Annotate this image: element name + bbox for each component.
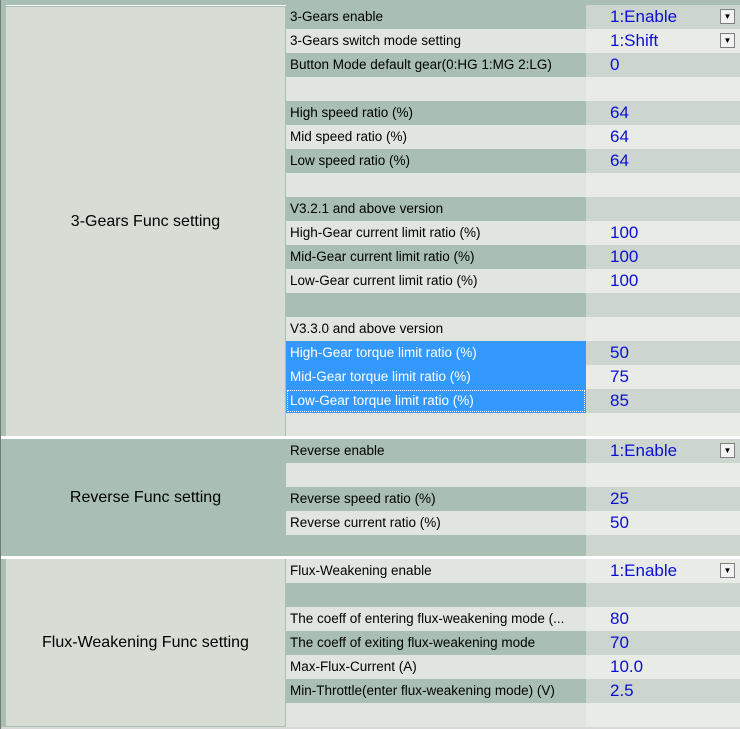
row-low-gear-current-limit[interactable]: [286, 269, 740, 293]
row-high-speed-ratio[interactable]: [286, 101, 740, 125]
row-value[interactable]: 100: [586, 245, 740, 269]
row-label: The coeff of entering flux-weakening mode (...: [286, 607, 586, 631]
row-value[interactable]: 0: [586, 53, 740, 77]
row-label: Mid-Gear current limit ratio (%): [286, 245, 586, 269]
row-label: 3-Gears enable: [286, 5, 586, 29]
row-empty: [286, 77, 740, 101]
row-empty: [286, 703, 740, 727]
row-label: Min-Throttle(enter flux-weakening mode) (V): [286, 679, 586, 703]
section-3-gears-label: 3-Gears Func setting: [70, 212, 221, 230]
row-value[interactable]: 100: [586, 269, 740, 293]
section-flux-weakening-label: Flux-Weakening Func setting: [42, 633, 249, 651]
top-strip: [6, 0, 286, 6]
row-label: V3.3.0 and above version: [286, 317, 586, 341]
row-value[interactable]: 1:Enable ▼: [586, 439, 740, 463]
row-empty: [286, 583, 740, 607]
row-high-gear-torque-limit[interactable]: [286, 341, 740, 365]
section-flux-weakening: [6, 559, 285, 726]
row-value[interactable]: 64: [586, 149, 740, 173]
row-reverse-current-ratio[interactable]: [286, 511, 740, 535]
row-value[interactable]: 50: [586, 511, 740, 535]
row-version-note-v321: [286, 197, 740, 221]
chevron-down-icon[interactable]: ▼: [720, 563, 735, 578]
chevron-down-icon[interactable]: ▼: [720, 443, 735, 458]
row-value[interactable]: 10.0: [586, 655, 740, 679]
row-min-throttle[interactable]: [286, 679, 740, 703]
row-label: V3.2.1 and above version: [286, 197, 586, 221]
row-empty: [286, 173, 740, 197]
chevron-down-icon[interactable]: ▼: [720, 9, 735, 24]
row-label: Mid speed ratio (%): [286, 125, 586, 149]
row-value[interactable]: 25: [586, 487, 740, 511]
row-label: Low speed ratio (%): [286, 149, 586, 173]
row-value[interactable]: 2.5: [586, 679, 740, 703]
row-low-speed-ratio[interactable]: [286, 149, 740, 173]
row-empty: [286, 463, 740, 487]
row-empty: [286, 413, 740, 437]
row-high-gear-current-limit[interactable]: [286, 221, 740, 245]
row-flux-enter-coeff[interactable]: [286, 607, 740, 631]
row-label: Reverse current ratio (%): [286, 511, 586, 535]
row-label: 3-Gears switch mode setting: [286, 29, 586, 53]
row-version-note-v330: [286, 317, 740, 341]
row-empty: [286, 535, 740, 556]
section-reverse: [6, 439, 285, 556]
row-value[interactable]: 85: [586, 389, 740, 413]
row-label: Reverse speed ratio (%): [286, 487, 586, 511]
row-label: High-Gear current limit ratio (%): [286, 221, 586, 245]
row-value[interactable]: 80: [586, 607, 740, 631]
row-value[interactable]: 64: [586, 125, 740, 149]
row-label: Low-Gear current limit ratio (%): [286, 269, 586, 293]
section-3-gears: [6, 7, 285, 436]
row-max-flux-current[interactable]: [286, 655, 740, 679]
row-flux-exit-coeff[interactable]: [286, 631, 740, 655]
row-label: Low-Gear torque limit ratio (%): [286, 389, 586, 413]
row-label: High speed ratio (%): [286, 101, 586, 125]
row-label: High-Gear torque limit ratio (%): [286, 341, 586, 365]
row-value[interactable]: 75: [586, 365, 740, 389]
row-button-default-gear[interactable]: [286, 53, 740, 77]
row-label: Button Mode default gear(0:HG 1:MG 2:LG): [286, 53, 586, 77]
row-reverse-enable[interactable]: [286, 439, 740, 463]
row-reverse-speed-ratio[interactable]: [286, 487, 740, 511]
row-mid-gear-current-limit[interactable]: [286, 245, 740, 269]
section-reverse-label: Reverse Func setting: [69, 488, 222, 506]
row-label: The coeff of exiting flux-weakening mode: [286, 631, 586, 655]
row-value[interactable]: 64: [586, 101, 740, 125]
row-value[interactable]: 50: [586, 341, 740, 365]
row-3gears-switch-mode[interactable]: [286, 29, 740, 53]
row-value[interactable]: 1:Shift ▼: [586, 29, 740, 53]
row-value[interactable]: 1:Enable ▼: [586, 559, 740, 583]
row-label: Flux-Weakening enable: [286, 559, 586, 583]
row-mid-speed-ratio[interactable]: [286, 125, 740, 149]
row-value[interactable]: 100: [586, 221, 740, 245]
row-label: Reverse enable: [286, 439, 586, 463]
row-low-gear-torque-limit[interactable]: [286, 389, 740, 413]
row-value[interactable]: 1:Enable ▼: [586, 5, 740, 29]
row-label: Mid-Gear torque limit ratio (%): [286, 365, 586, 389]
row-mid-gear-torque-limit[interactable]: [286, 365, 740, 389]
row-3gears-enable[interactable]: [286, 5, 740, 29]
row-flux-weakening-enable[interactable]: [286, 559, 740, 583]
chevron-down-icon[interactable]: ▼: [720, 33, 735, 48]
row-empty: [286, 293, 740, 317]
row-value[interactable]: 70: [586, 631, 740, 655]
row-label: Max-Flux-Current (A): [286, 655, 586, 679]
